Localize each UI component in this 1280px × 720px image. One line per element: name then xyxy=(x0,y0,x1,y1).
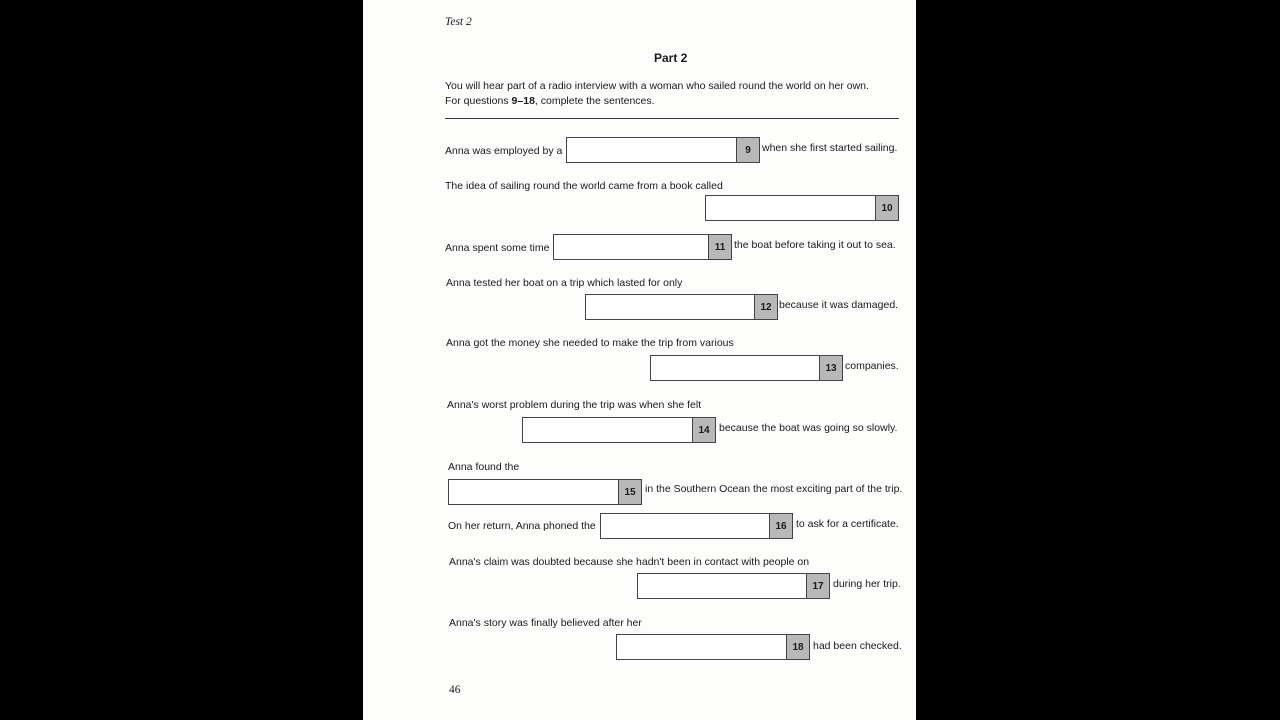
question-17-suffix: during her trip. xyxy=(833,578,901,590)
question-number: 15 xyxy=(618,480,641,504)
question-number: 17 xyxy=(806,574,829,598)
instructions-line-1: You will hear part of a radio interview with a woman who sailed round the world on her own. xyxy=(445,80,869,92)
question-number: 16 xyxy=(769,514,792,538)
question-10-prefix: The idea of sailing round the world came from a book called xyxy=(445,180,723,192)
question-14-prefix: Anna's worst problem during the trip was when she felt xyxy=(447,399,702,411)
answer-box-9[interactable] xyxy=(566,137,760,163)
question-16-prefix: On her return, Anna phoned the xyxy=(448,520,596,532)
question-13-suffix: companies. xyxy=(845,360,899,372)
question-11-suffix: the boat before taking it out to sea. xyxy=(734,239,896,251)
question-15-suffix: in the Southern Ocean the most exciting part of the trip. xyxy=(645,483,903,495)
question-9-prefix: Anna was employed by a xyxy=(445,145,563,157)
question-14-suffix: because the boat was going so slowly. xyxy=(719,422,898,434)
instructions-line-2 xyxy=(445,95,655,108)
answer-box-18[interactable] xyxy=(616,634,810,660)
question-11-prefix: Anna spent some time xyxy=(445,242,550,254)
question-18-suffix: had been checked. xyxy=(813,640,902,652)
answer-box-11[interactable] xyxy=(553,234,732,260)
answer-box-13[interactable] xyxy=(650,355,843,381)
answer-box-14[interactable] xyxy=(522,417,716,443)
page-number: 46 xyxy=(449,684,461,696)
question-12-suffix: because it was damaged. xyxy=(779,299,899,311)
answer-box-17[interactable] xyxy=(637,573,830,599)
question-number: 14 xyxy=(692,418,715,442)
instructions-text: For questions xyxy=(445,95,512,107)
document-page xyxy=(363,0,916,720)
answer-box-10[interactable] xyxy=(705,195,899,221)
question-12-prefix: Anna tested her boat on a trip which lasted for only xyxy=(446,277,683,289)
question-number: 10 xyxy=(875,196,898,220)
question-number: 18 xyxy=(786,635,809,659)
question-15-prefix: Anna found the xyxy=(448,461,520,473)
part-title: Part 2 xyxy=(654,51,688,65)
answer-box-12[interactable] xyxy=(585,294,778,320)
question-13-prefix: Anna got the money she needed to make the trip from various xyxy=(446,337,734,349)
instructions-text: , complete the sentences. xyxy=(534,95,655,107)
question-number: 12 xyxy=(754,295,777,319)
question-9-suffix: when she first started sailing. xyxy=(762,142,898,154)
question-18-prefix: Anna's story was finally believed after her xyxy=(449,617,642,629)
page-header: Test 2 xyxy=(445,16,472,28)
question-16-suffix: to ask for a certificate. xyxy=(796,518,899,530)
divider xyxy=(445,118,899,119)
question-17-prefix: Anna's claim was doubted because she hadn't been in contact with people on xyxy=(449,556,810,568)
question-range: 9–18 xyxy=(511,95,535,107)
answer-box-15[interactable] xyxy=(448,479,642,505)
question-number: 11 xyxy=(708,235,731,259)
question-number: 9 xyxy=(736,138,759,162)
answer-box-16[interactable] xyxy=(600,513,793,539)
question-number: 13 xyxy=(819,356,842,380)
